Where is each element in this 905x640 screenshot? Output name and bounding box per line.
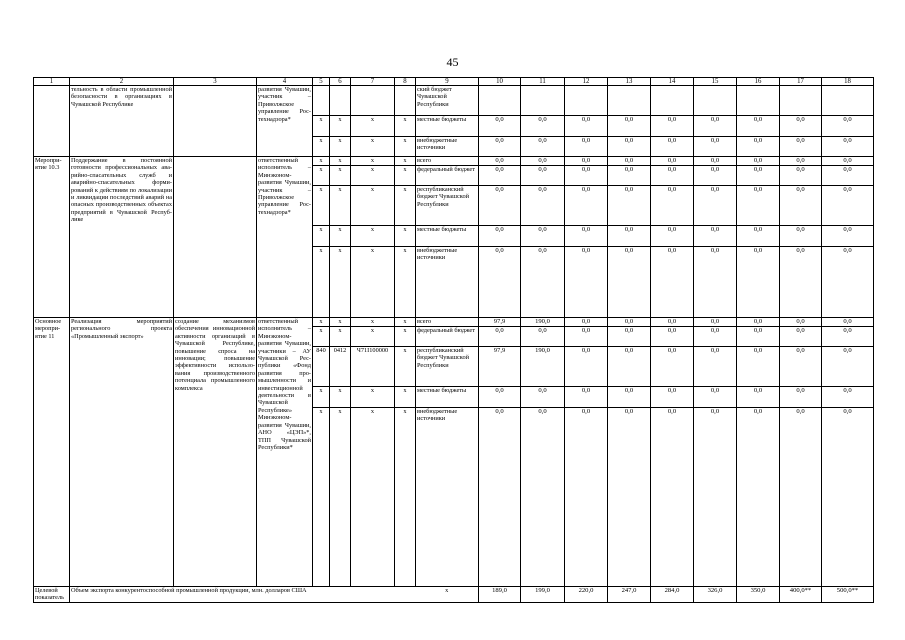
funding-value-cell: 0,0 xyxy=(780,157,822,166)
target-article-cell: x xyxy=(351,166,395,186)
funding-source-cell: внебюджетные источники xyxy=(416,137,479,157)
grbs-code-cell: x xyxy=(313,387,330,408)
funding-source-cell: местные бюджеты xyxy=(416,226,479,247)
column-number: 6 xyxy=(330,78,351,86)
executor-cell: развития Чувашии, участник – Приволжское управление Ростехнадзора* xyxy=(257,86,313,157)
funding-value-cell: 0,0 xyxy=(479,116,521,137)
funding-value-cell xyxy=(780,86,822,116)
funding-value-cell: 0,0 xyxy=(651,318,694,327)
grbs-code-cell: x xyxy=(313,226,330,247)
activity-label-cell: Основное мероприятие 11 xyxy=(34,318,70,587)
funding-value-cell: 0,0 xyxy=(608,347,651,387)
funding-value-cell: 0,0 xyxy=(651,157,694,166)
funding-value-cell: 0,0 xyxy=(565,226,608,247)
funding-value-cell: 0,0 xyxy=(822,157,874,166)
column-number: 3 xyxy=(174,78,257,86)
activity-name-cell: тельность в области промышленной безопасности в организациях в Чувашской Республике xyxy=(70,86,174,157)
target-value-cell: 284,0 xyxy=(651,587,694,603)
funding-value-cell: 0,0 xyxy=(521,387,565,408)
target-article-cell: x xyxy=(351,247,395,318)
funding-value-cell: 0,0 xyxy=(780,226,822,247)
funding-value-cell: 0,0 xyxy=(694,408,737,587)
funding-value-cell xyxy=(479,86,521,116)
funding-value-cell: 0,0 xyxy=(694,166,737,186)
target-article-cell: x xyxy=(351,157,395,166)
expense-type-cell: x xyxy=(395,318,416,327)
funding-value-cell: 0,0 xyxy=(694,387,737,408)
target-article-cell xyxy=(351,86,395,116)
target-label-cell: Целевой показатель xyxy=(34,587,70,603)
funding-value-cell: 0,0 xyxy=(521,137,565,157)
funding-value-cell xyxy=(565,86,608,116)
funding-value-cell: 0,0 xyxy=(608,387,651,408)
section-code-cell: 0412 xyxy=(330,347,351,387)
funding-value-cell: 0,0 xyxy=(780,247,822,318)
table-row xyxy=(34,318,874,327)
target-value-cell: 189,0 xyxy=(479,587,521,603)
funding-value-cell: 0,0 xyxy=(780,327,822,347)
funding-value-cell: 0,0 xyxy=(608,226,651,247)
funding-value-cell: 0,0 xyxy=(737,116,780,137)
target-value-cell: 350,0 xyxy=(737,587,780,603)
column-number: 5 xyxy=(313,78,330,86)
funding-value-cell: 0,0 xyxy=(780,387,822,408)
funding-value-cell: 0,0 xyxy=(608,166,651,186)
target-value-cell: 400,0** xyxy=(780,587,822,603)
section-code-cell: x xyxy=(330,116,351,137)
section-code-cell: x xyxy=(330,166,351,186)
funding-value-cell: 0,0 xyxy=(521,226,565,247)
funding-value-cell: 0,0 xyxy=(565,186,608,226)
funding-value-cell: 0,0 xyxy=(694,318,737,327)
funding-value-cell: 0,0 xyxy=(822,318,874,327)
section-code-cell: x xyxy=(330,408,351,587)
funding-value-cell: 190,0 xyxy=(521,318,565,327)
funding-value-cell: 0,0 xyxy=(565,116,608,137)
expected-result-cell xyxy=(174,86,257,157)
funding-value-cell xyxy=(608,86,651,116)
funding-value-cell: 0,0 xyxy=(822,347,874,387)
executor-cell: ответственный исполнитель – Минэкономразвития Чувашии, участник – Приволжское управление Ростехнадзора* xyxy=(257,157,313,318)
funding-value-cell: 0,0 xyxy=(694,347,737,387)
funding-value-cell: 0,0 xyxy=(822,166,874,186)
target-article-cell: x xyxy=(351,226,395,247)
grbs-code-cell: x xyxy=(313,327,330,347)
expense-type-cell: x xyxy=(395,226,416,247)
funding-value-cell: 0,0 xyxy=(822,327,874,347)
executor-cell: ответственный исполнитель – Минэкономразвития Чувашии, участники – АУ Чувашской Республики «Фонд развития промышленности и инвестиционной деятельности в Чувашской Республике» Минэкономразвития Чувашии, АНО «ЦЭП»*, ТПП Чувашской Республики* xyxy=(257,318,313,587)
funding-value-cell: 0,0 xyxy=(521,116,565,137)
funding-value-cell: 0,0 xyxy=(479,226,521,247)
column-number: 17 xyxy=(780,78,822,86)
target-article-cell: x xyxy=(351,408,395,587)
table-row xyxy=(34,157,874,166)
funding-value-cell: 0,0 xyxy=(479,247,521,318)
expected-result-cell: создание механизмов обеспечения инновационной активности организаций в Чувашской Республике, повышение спроса на инновации; повышение эффективности использования производственного потенциала промышленного комплекса xyxy=(174,318,257,587)
funding-value-cell: 0,0 xyxy=(780,186,822,226)
grbs-code-cell: x xyxy=(313,408,330,587)
column-number: 4 xyxy=(257,78,313,86)
section-code-cell: x xyxy=(330,318,351,327)
grbs-code-cell: x xyxy=(313,166,330,186)
column-number: 8 xyxy=(395,78,416,86)
target-value-cell: 326,0 xyxy=(694,587,737,603)
funding-value-cell: 0,0 xyxy=(737,166,780,186)
funding-value-cell: 0,0 xyxy=(479,186,521,226)
header-row xyxy=(34,78,874,86)
section-code-cell xyxy=(330,86,351,116)
funding-value-cell: 0,0 xyxy=(780,166,822,186)
funding-value-cell: 0,0 xyxy=(479,387,521,408)
section-code-cell: x xyxy=(330,327,351,347)
funding-value-cell: 0,0 xyxy=(822,226,874,247)
funding-value-cell: 0,0 xyxy=(608,318,651,327)
funding-value-cell: 0,0 xyxy=(651,247,694,318)
funding-value-cell: 0,0 xyxy=(737,226,780,247)
funding-value-cell: 0,0 xyxy=(651,226,694,247)
funding-value-cell: 0,0 xyxy=(651,116,694,137)
page-number: 45 xyxy=(446,55,459,69)
activity-label-cell: Мероприятие 10.3 xyxy=(34,157,70,318)
funding-value-cell: 0,0 xyxy=(780,137,822,157)
target-article-cell: Ч71I100000 xyxy=(351,347,395,387)
section-code-cell: x xyxy=(330,226,351,247)
funding-value-cell: 0,0 xyxy=(694,137,737,157)
funding-source-cell: внебюджетные источники xyxy=(416,247,479,318)
expense-type-cell: x xyxy=(395,166,416,186)
target-article-cell: x xyxy=(351,327,395,347)
funding-value-cell: 0,0 xyxy=(565,347,608,387)
funding-value-cell: 0,0 xyxy=(737,318,780,327)
target-text-cell: Объем экспорта конкурентоспособной промышленной продукции, млн. долларов США xyxy=(70,587,416,603)
funding-source-cell: всего xyxy=(416,157,479,166)
funding-value-cell: 0,0 xyxy=(479,157,521,166)
program-table xyxy=(33,77,874,603)
funding-value-cell xyxy=(521,86,565,116)
section-code-cell: x xyxy=(330,137,351,157)
funding-value-cell: 0,0 xyxy=(737,186,780,226)
funding-value-cell: 0,0 xyxy=(565,327,608,347)
funding-value-cell: 0,0 xyxy=(565,318,608,327)
column-number: 16 xyxy=(737,78,780,86)
funding-value-cell xyxy=(651,86,694,116)
funding-value-cell: 0,0 xyxy=(694,186,737,226)
funding-value-cell: 0,0 xyxy=(479,137,521,157)
expected-result-cell xyxy=(174,157,257,318)
column-number: 10 xyxy=(479,78,521,86)
target-value-cell: 500,0** xyxy=(822,587,874,603)
column-number: 14 xyxy=(651,78,694,86)
funding-value-cell: 0,0 xyxy=(565,387,608,408)
funding-value-cell: 97,9 xyxy=(479,347,521,387)
funding-value-cell: 0,0 xyxy=(479,408,521,587)
funding-value-cell: 0,0 xyxy=(651,347,694,387)
activity-label-cell xyxy=(34,86,70,157)
activity-name-cell: Реализация мероприятий регионального проекта «Промышленный экспорт» xyxy=(70,318,174,587)
column-number: 2 xyxy=(70,78,174,86)
target-value-cell: 199,0 xyxy=(521,587,565,603)
funding-value-cell: 0,0 xyxy=(737,347,780,387)
target-value-cell: 247,0 xyxy=(608,587,651,603)
funding-value-cell: 0,0 xyxy=(780,116,822,137)
funding-value-cell: 0,0 xyxy=(737,408,780,587)
grbs-code-cell: x xyxy=(313,157,330,166)
funding-source-cell: республиканский бюджет Чувашской Республики xyxy=(416,347,479,387)
funding-source-cell: всего xyxy=(416,318,479,327)
funding-value-cell: 0,0 xyxy=(822,387,874,408)
funding-source-cell: местные бюджеты xyxy=(416,116,479,137)
funding-value-cell: 0,0 xyxy=(521,247,565,318)
grbs-code-cell: x xyxy=(313,186,330,226)
target-article-cell: x xyxy=(351,387,395,408)
expense-type-cell: x xyxy=(395,408,416,587)
funding-value-cell xyxy=(822,86,874,116)
target-value-cell: 220,0 xyxy=(565,587,608,603)
funding-value-cell: 0,0 xyxy=(521,166,565,186)
funding-value-cell: 0,0 xyxy=(737,247,780,318)
funding-value-cell: 0,0 xyxy=(822,116,874,137)
funding-source-cell: федеральный бюджет xyxy=(416,327,479,347)
funding-value-cell: 0,0 xyxy=(565,137,608,157)
target-article-cell: x xyxy=(351,137,395,157)
funding-value-cell: 0,0 xyxy=(822,137,874,157)
column-number: 15 xyxy=(694,78,737,86)
funding-source-cell: федеральный бюджет xyxy=(416,166,479,186)
activity-name-cell: Поддержание в постоянной готовности профессиональных аварийно-спасательных служб и аварийно-спасательных формирований к действиям по локализации и ликвидации последствий аварий на опасных производственных объектах предприятий в Чувашской Республике xyxy=(70,157,174,318)
expense-type-cell: x xyxy=(395,116,416,137)
section-code-cell: x xyxy=(330,157,351,166)
funding-value-cell xyxy=(737,86,780,116)
section-code-cell: x xyxy=(330,186,351,226)
funding-value-cell: 0,0 xyxy=(694,226,737,247)
funding-value-cell: 0,0 xyxy=(780,408,822,587)
funding-source-cell: внебюджетные источники xyxy=(416,408,479,587)
funding-value-cell: 0,0 xyxy=(822,247,874,318)
funding-source-cell: местные бюджеты xyxy=(416,387,479,408)
funding-source-cell: республиканский бюджет Чувашской Республики xyxy=(416,186,479,226)
funding-value-cell: 190,0 xyxy=(521,347,565,387)
funding-value-cell: 0,0 xyxy=(479,327,521,347)
expense-type-cell: x xyxy=(395,186,416,226)
target-row xyxy=(34,587,874,603)
funding-value-cell: 0,0 xyxy=(694,116,737,137)
funding-value-cell: 0,0 xyxy=(694,247,737,318)
table-row xyxy=(34,86,874,116)
target-article-cell: x xyxy=(351,116,395,137)
funding-value-cell: 0,0 xyxy=(651,137,694,157)
funding-value-cell: 0,0 xyxy=(565,157,608,166)
expense-type-cell: x xyxy=(395,387,416,408)
funding-value-cell: 0,0 xyxy=(521,408,565,587)
funding-value-cell: 0,0 xyxy=(651,186,694,226)
funding-value-cell: 97,9 xyxy=(479,318,521,327)
expense-type-cell: x xyxy=(395,157,416,166)
column-number: 9 xyxy=(416,78,479,86)
funding-value-cell: 0,0 xyxy=(737,137,780,157)
funding-value-cell: 0,0 xyxy=(694,157,737,166)
expense-type-cell: x xyxy=(395,247,416,318)
grbs-code-cell xyxy=(313,86,330,116)
grbs-code-cell: x xyxy=(313,116,330,137)
target-article-cell: x xyxy=(351,186,395,226)
target-article-cell: x xyxy=(351,318,395,327)
column-number: 13 xyxy=(608,78,651,86)
grbs-code-cell: x xyxy=(313,318,330,327)
expense-type-cell: x xyxy=(395,137,416,157)
column-number: 7 xyxy=(351,78,395,86)
grbs-code-cell: 840 xyxy=(313,347,330,387)
funding-value-cell: 0,0 xyxy=(521,157,565,166)
funding-value-cell: 0,0 xyxy=(479,166,521,186)
section-code-cell: x xyxy=(330,247,351,318)
funding-value-cell: 0,0 xyxy=(521,186,565,226)
funding-value-cell: 0,0 xyxy=(780,347,822,387)
grbs-code-cell: x xyxy=(313,137,330,157)
funding-value-cell: 0,0 xyxy=(694,327,737,347)
expense-type-cell: x xyxy=(395,347,416,387)
funding-value-cell: 0,0 xyxy=(565,408,608,587)
funding-value-cell: 0,0 xyxy=(737,387,780,408)
funding-value-cell: 0,0 xyxy=(780,318,822,327)
column-number: 1 xyxy=(34,78,70,86)
funding-value-cell: 0,0 xyxy=(651,387,694,408)
funding-value-cell: 0,0 xyxy=(608,408,651,587)
funding-value-cell: 0,0 xyxy=(608,186,651,226)
funding-value-cell: 0,0 xyxy=(737,327,780,347)
funding-value-cell: 0,0 xyxy=(565,247,608,318)
funding-value-cell: 0,0 xyxy=(608,137,651,157)
funding-value-cell: 0,0 xyxy=(651,166,694,186)
funding-value-cell xyxy=(694,86,737,116)
funding-value-cell: 0,0 xyxy=(737,157,780,166)
funding-value-cell: 0,0 xyxy=(822,186,874,226)
funding-value-cell: 0,0 xyxy=(822,408,874,587)
funding-source-cell: ский бюджет Чувашской Республики xyxy=(416,86,479,116)
funding-value-cell: 0,0 xyxy=(608,247,651,318)
funding-value-cell: 0,0 xyxy=(651,327,694,347)
funding-value-cell: 0,0 xyxy=(608,116,651,137)
expense-type-cell xyxy=(395,86,416,116)
column-number: 18 xyxy=(822,78,874,86)
funding-value-cell: 0,0 xyxy=(521,327,565,347)
funding-value-cell: 0,0 xyxy=(608,327,651,347)
funding-value-cell: 0,0 xyxy=(608,157,651,166)
funding-value-cell: 0,0 xyxy=(651,408,694,587)
section-code-cell: x xyxy=(330,387,351,408)
expense-type-cell: x xyxy=(395,327,416,347)
funding-value-cell: 0,0 xyxy=(565,166,608,186)
column-number: 11 xyxy=(521,78,565,86)
target-x-cell: x xyxy=(416,587,479,603)
column-number: 12 xyxy=(565,78,608,86)
grbs-code-cell: x xyxy=(313,247,330,318)
